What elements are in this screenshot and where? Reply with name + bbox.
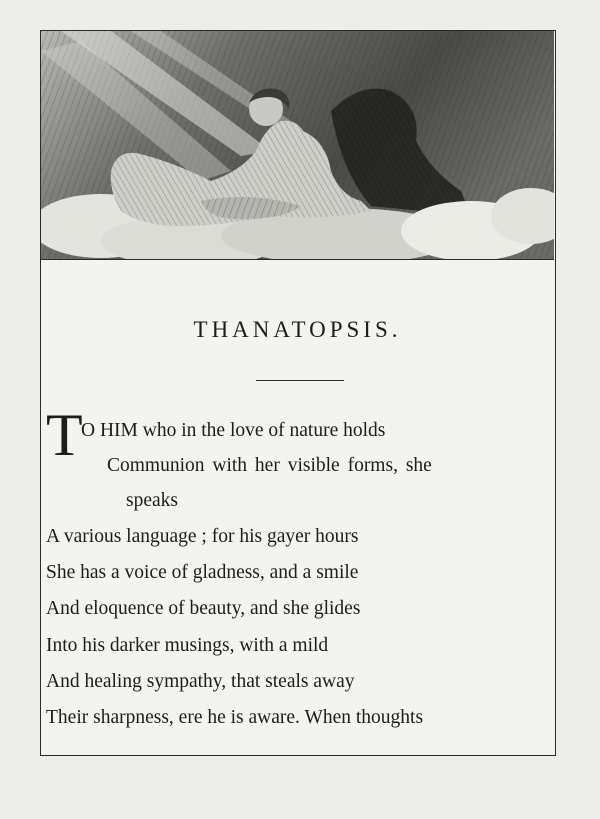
poem-line-4: A various language ; for his gayer hours [46, 526, 359, 547]
poem-line-7: Into his darker musings, with a mild [46, 635, 329, 656]
page-frame [40, 30, 556, 756]
poem-line-5: She has a voice of gladness, and a smile [46, 562, 359, 583]
poem-line-6: And eloquence of beauty, and she glides [46, 598, 361, 619]
poem-line-8: And healing sympathy, that steals away [46, 671, 355, 692]
poem-line-2: Communion with her visible forms, she [107, 455, 432, 476]
engraving-reclining-figure-icon [41, 31, 554, 259]
drop-cap: T [46, 402, 83, 468]
engraving-illustration [41, 31, 554, 260]
poem-line-1: O HIM who in the love of nature holds [81, 420, 386, 441]
poem-line-3: speaks [126, 490, 178, 511]
title-divider [256, 380, 344, 381]
poem-title: THANATOPSIS. [193, 317, 402, 342]
poem-line-9: Their sharpness, ere he is aware. When thoughts [46, 707, 424, 728]
